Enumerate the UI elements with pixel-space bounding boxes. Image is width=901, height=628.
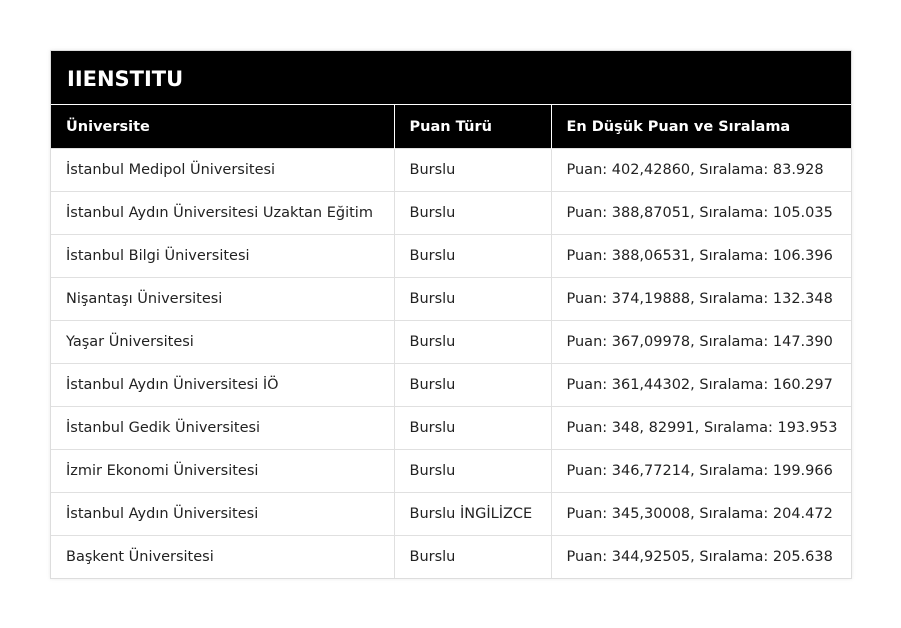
score-type-cell: Burslu [394,235,551,278]
score-rank-cell: Puan: 361,44302, Sıralama: 160.297 [551,364,851,407]
table-row [51,450,851,493]
score-type-cell: Burslu [394,278,551,321]
table-row [51,149,851,192]
university-cell: İstanbul Bilgi Üniversitesi [51,235,394,278]
table-row [51,536,851,579]
score-rank-cell: Puan: 388,87051, Sıralama: 105.035 [551,192,851,235]
table-row [51,493,851,536]
score-rank-cell: Puan: 374,19888, Sıralama: 132.348 [551,278,851,321]
score-type-cell: Burslu [394,364,551,407]
university-cell: İstanbul Medipol Üniversitesi [51,149,394,192]
header-university: Üniversite [51,105,394,149]
table-row [51,407,851,450]
score-type-cell: Burslu [394,321,551,364]
score-rank-cell: Puan: 388,06531, Sıralama: 106.396 [551,235,851,278]
university-cell: İstanbul Aydın Üniversitesi İÖ [51,364,394,407]
score-type-cell: Burslu [394,149,551,192]
table-row [51,235,851,278]
table-row [51,278,851,321]
score-type-cell: Burslu [394,536,551,579]
table-row [51,364,851,407]
score-rank-cell: Puan: 348, 82991, Sıralama: 193.953 [551,407,851,450]
university-cell: Yaşar Üniversitesi [51,321,394,364]
university-cell: Başkent Üniversitesi [51,536,394,579]
header-row [51,105,851,149]
university-table [51,104,851,578]
header-score-type: Puan Türü [394,105,551,149]
university-cell: İstanbul Aydın Üniversitesi [51,493,394,536]
score-type-cell: Burslu İNGİLİZCE [394,493,551,536]
score-rank-cell: Puan: 367,09978, Sıralama: 147.390 [551,321,851,364]
table-row [51,192,851,235]
university-cell: Nişantaşı Üniversitesi [51,278,394,321]
score-type-cell: Burslu [394,450,551,493]
header-min-score-rank: En Düşük Puan ve Sıralama [551,105,851,149]
score-rank-cell: Puan: 402,42860, Sıralama: 83.928 [551,149,851,192]
score-type-cell: Burslu [394,192,551,235]
score-rank-cell: Puan: 346,77214, Sıralama: 199.966 [551,450,851,493]
table-row [51,321,851,364]
score-type-cell: Burslu [394,407,551,450]
university-cell: İstanbul Gedik Üniversitesi [51,407,394,450]
table-title: IIENSTITU [51,51,851,104]
university-table-card [50,50,852,579]
university-cell: İzmir Ekonomi Üniversitesi [51,450,394,493]
university-cell: İstanbul Aydın Üniversitesi Uzaktan Eğitim [51,192,394,235]
score-rank-cell: Puan: 344,92505, Sıralama: 205.638 [551,536,851,579]
score-rank-cell: Puan: 345,30008, Sıralama: 204.472 [551,493,851,536]
